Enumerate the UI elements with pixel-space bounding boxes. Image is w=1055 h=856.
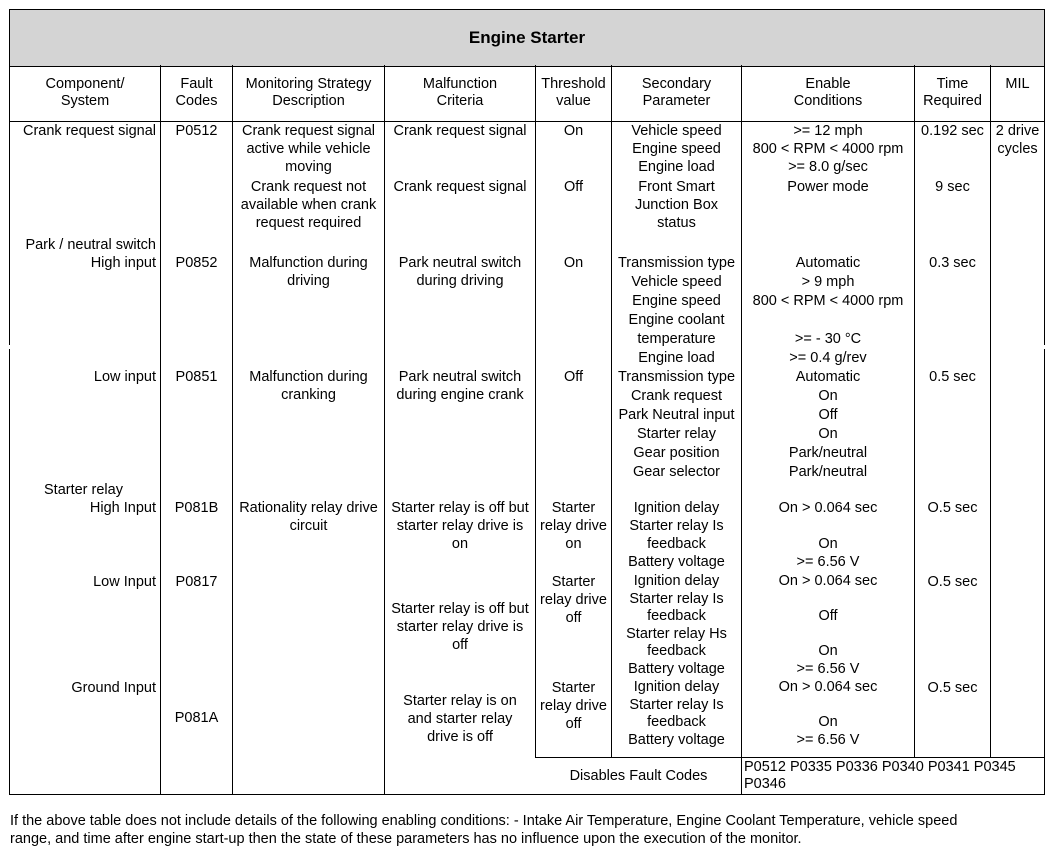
component-park-neutral: Park / neutral switch High input xyxy=(25,237,156,271)
strategy-text: Crank request signal active while vehicle moving xyxy=(242,123,375,175)
fault-code: P0512 xyxy=(175,123,218,139)
secondary-parameters: Ignition delay Starter relay Is feedback Battery voltage xyxy=(628,500,725,570)
time-required: 9 sec xyxy=(935,179,970,195)
criteria-text: Starter relay is off but starter relay drive is on xyxy=(391,500,529,552)
criteria-text: Starter relay is off but starter relay drive is off xyxy=(391,601,529,653)
threshold-value: Starter relay drive off xyxy=(540,680,607,732)
strategy-text: Malfunction during cranking xyxy=(249,369,368,403)
threshold-value: Starter relay drive off xyxy=(540,574,607,626)
secondary-parameters: Ignition delay Starter relay Is feedback Starter relay Hs feedback Battery voltage xyxy=(626,573,727,677)
time-required: 0.5 sec xyxy=(929,369,976,385)
time-required: O.5 sec xyxy=(927,500,978,516)
col-divider xyxy=(990,65,991,758)
footnote: If the above table does not include details of the following enabling conditions: - Intake Air Temperature, Engine Coolant Temperature, vehicle speed range, and time after engine start-up then the state of these parameters has no influence upon the execution of the monitor. xyxy=(10,813,958,847)
enable-conditions: On > 0.064 sec On >= 6.56 V xyxy=(778,500,878,570)
table-title: Engine Starter xyxy=(10,10,1044,67)
header-fault-codes: Fault Codes xyxy=(175,76,218,109)
header-strategy: Monitoring Strategy Description xyxy=(245,76,372,109)
fault-code: P081A xyxy=(174,710,219,726)
criteria-text: Starter relay is on and starter relay drive is off xyxy=(403,693,517,745)
header-mil: MIL xyxy=(1005,76,1030,92)
header-criteria: Malfunction Criteria xyxy=(422,76,498,109)
strategy-text: Crank request not available when crank request required xyxy=(240,179,377,231)
component-low-input: Low input xyxy=(93,369,156,385)
header-time: Time Required xyxy=(923,76,982,109)
secondary-parameters: Vehicle speed Engine speed Engine load xyxy=(631,123,722,175)
header-secondary: Secondary Parameter xyxy=(641,76,712,109)
fault-code: P081B xyxy=(174,500,219,516)
time-required: 0.3 sec xyxy=(929,255,976,271)
header-component: Component/ System xyxy=(45,76,125,109)
component-low-input: Low Input xyxy=(93,574,156,590)
fault-code: P0817 xyxy=(175,574,218,590)
mil-value: 2 drive cycles xyxy=(995,123,1040,157)
component-crank-request: Crank request signal xyxy=(23,123,156,139)
disables-divider xyxy=(535,757,1045,758)
enable-conditions: Power mode xyxy=(787,179,869,195)
enable-conditions: Automatic > 9 mph 800 < RPM < 4000 rpm >= - 30 °C >= 0.4 g/rev xyxy=(752,255,904,366)
col-divider xyxy=(384,65,385,795)
strategy-text: Rationality relay drive circuit xyxy=(239,500,378,534)
time-required: 0.192 sec xyxy=(921,123,984,139)
threshold-value: On xyxy=(563,255,584,271)
secondary-parameters: Ignition delay Starter relay Is feedback Battery voltage xyxy=(628,679,725,748)
col-divider xyxy=(914,65,915,758)
criteria-text: Park neutral switch during engine crank xyxy=(396,369,524,403)
time-required: O.5 sec xyxy=(927,680,978,696)
header-enable: Enable Conditions xyxy=(793,76,863,109)
threshold-value: On xyxy=(563,123,584,139)
secondary-parameters: Transmission type Crank request Park Neutral input Starter relay Gear position Gear selector xyxy=(617,369,736,480)
threshold-value: Off xyxy=(563,369,584,385)
disables-label: Disables Fault Codes xyxy=(569,768,708,784)
secondary-parameters: Transmission type Vehicle speed Engine speed Engine coolant temperature Engine load xyxy=(617,255,736,366)
enable-conditions: On > 0.064 sec Off On >= 6.56 V xyxy=(778,573,878,677)
disables-codes: P0512 P0335 P0336 P0340 P0341 P0345 P0346 xyxy=(744,759,1016,792)
enable-conditions: >= 12 mph 800 < RPM < 4000 rpm >= 8.0 g/sec xyxy=(752,123,904,175)
threshold-value: Off xyxy=(563,179,584,195)
col-divider xyxy=(535,65,536,758)
col-divider xyxy=(160,65,161,795)
enable-conditions: On > 0.064 sec On >= 6.56 V xyxy=(778,679,878,748)
component-ground-input: Ground Input xyxy=(71,680,156,696)
fault-code: P0852 xyxy=(175,255,218,271)
time-required: O.5 sec xyxy=(927,574,978,590)
strategy-text: Malfunction during driving xyxy=(249,255,368,289)
header-threshold: Threshold value xyxy=(541,76,606,109)
secondary-parameters: Front Smart Junction Box status xyxy=(634,179,719,231)
threshold-value: Starter relay drive on xyxy=(540,500,607,552)
fault-code: P0851 xyxy=(175,369,218,385)
enable-conditions: Automatic On Off On Park/neutral Park/neutral xyxy=(788,369,868,480)
component-starter-relay: Starter relay High Input xyxy=(44,482,156,516)
criteria-text: Crank request signal xyxy=(393,179,527,195)
criteria-text: Park neutral switch during driving xyxy=(398,255,522,289)
criteria-text: Crank request signal xyxy=(393,123,527,139)
